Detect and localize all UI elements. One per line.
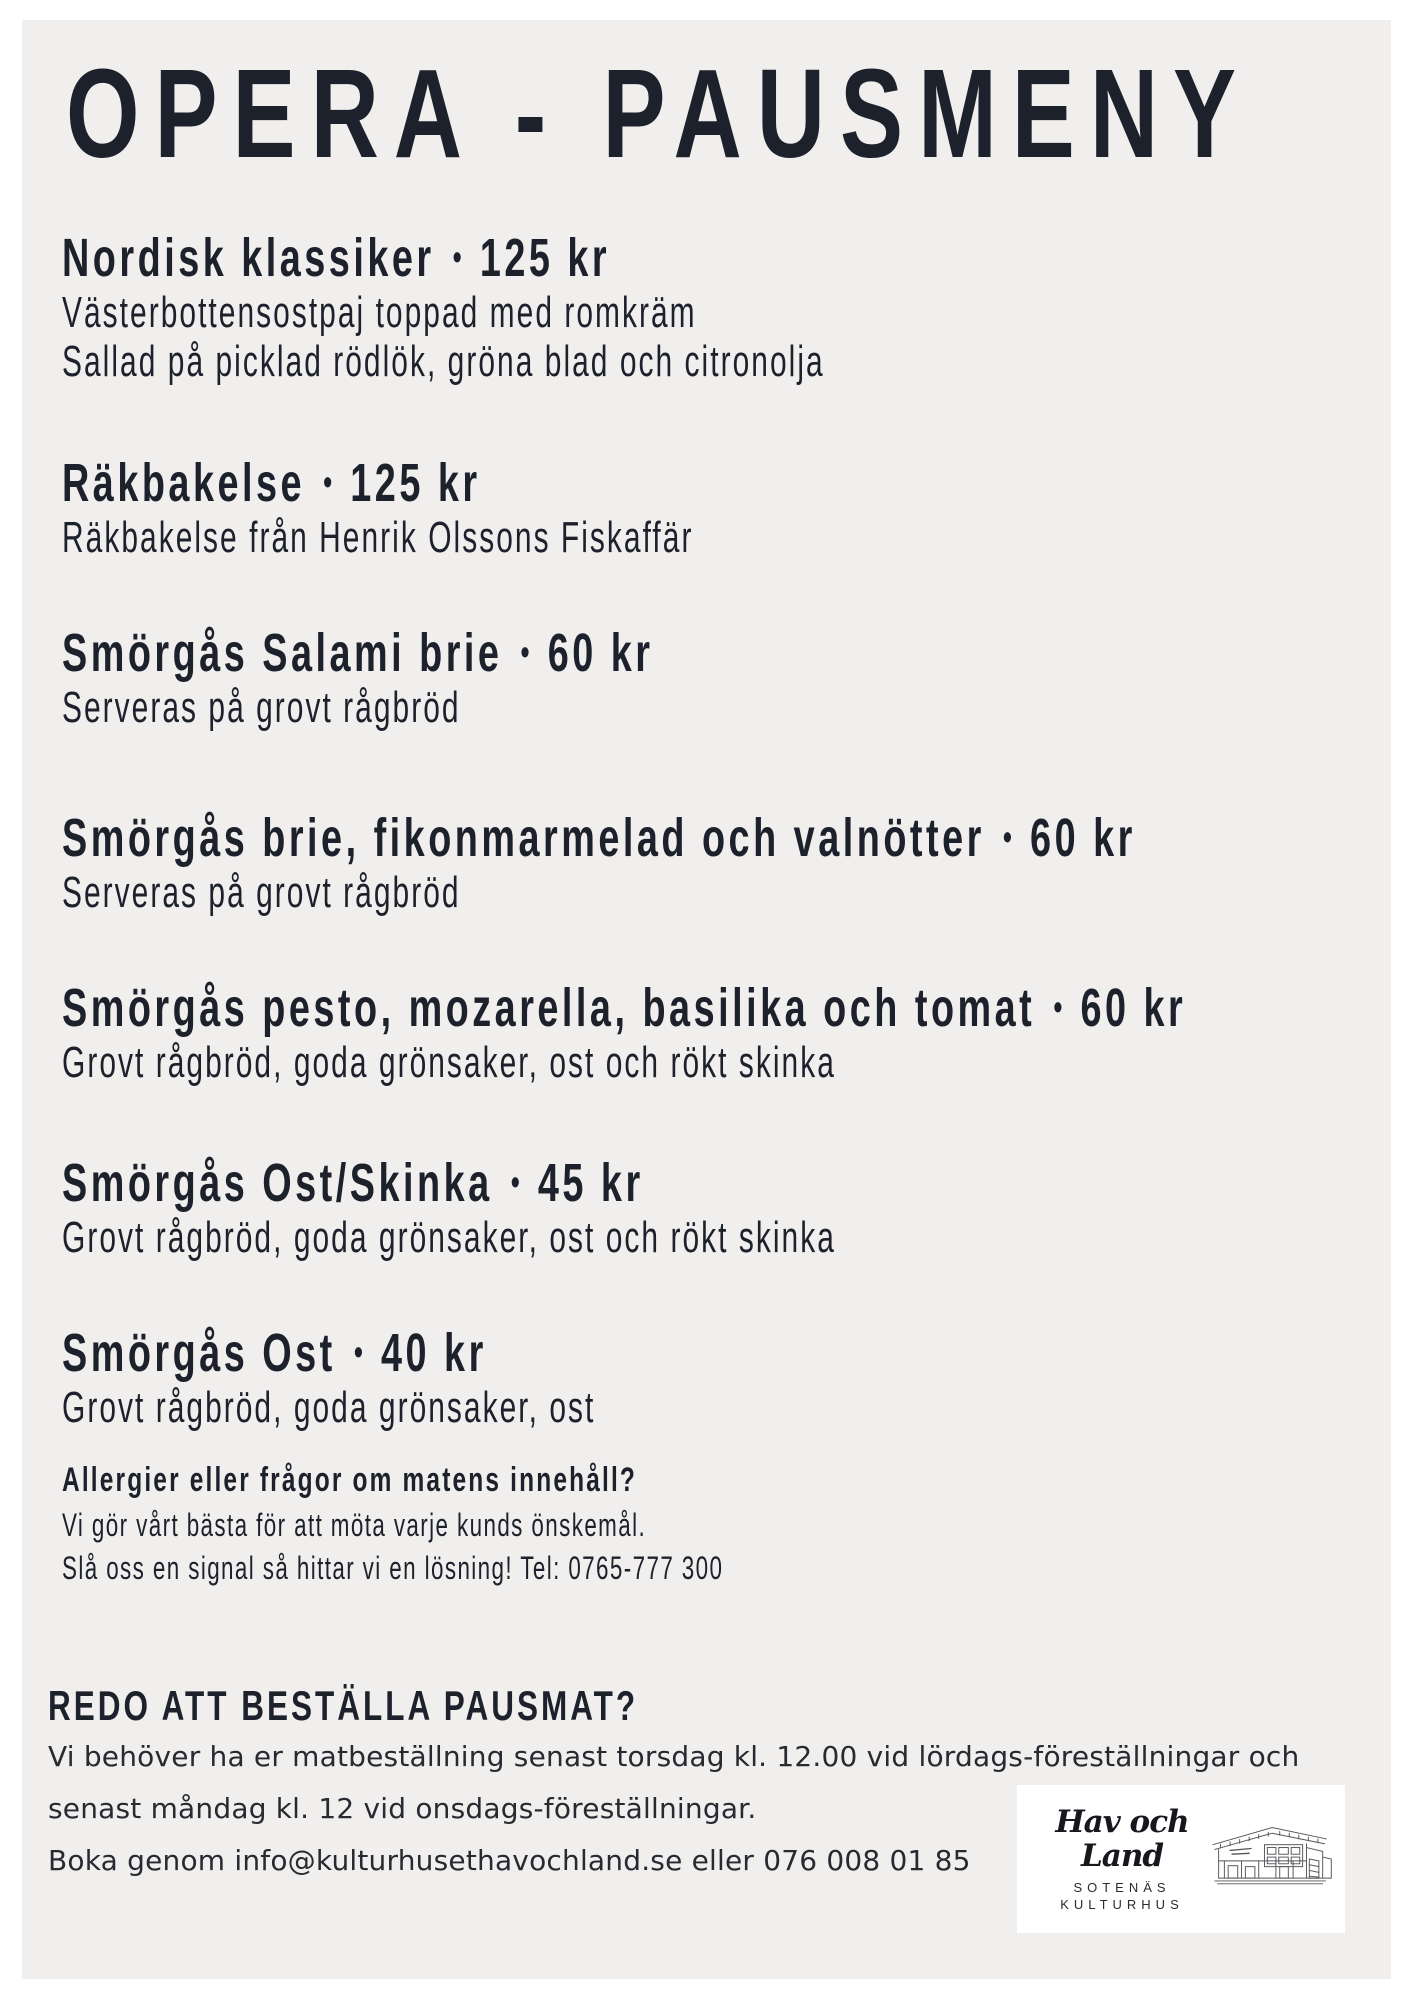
menu-item-header xyxy=(62,978,1186,1037)
menu-item-price: 60 kr xyxy=(547,623,654,683)
menu-item-name: Smörgås Salami brie xyxy=(62,623,503,683)
menu-item-header xyxy=(62,1153,859,1212)
allergy-note xyxy=(62,1460,1007,1590)
logo-text-block xyxy=(1033,1805,1211,1913)
bullet-separator: • xyxy=(323,461,333,502)
menu-item-name: Nordisk klassiker xyxy=(62,228,435,288)
menu-item-description: Grovt rågbröd, goda grönsaker, ost och rökt skinka xyxy=(62,1038,836,1087)
order-line: senast måndag kl. 12 vid onsdags-föreställningar. xyxy=(48,1792,757,1825)
allergy-line: Vi gör vårt bästa för att möta varje kunds önskemål. xyxy=(62,1507,647,1543)
menu-item-price: 60 kr xyxy=(1080,978,1187,1038)
menu-item-description: Grovt rågbröd, goda grönsaker, ost och rökt skinka xyxy=(62,1213,836,1262)
page-title: OPERA - PAUSMENY xyxy=(66,43,1252,184)
menu-item-header xyxy=(62,808,1136,867)
logo-venue-line1: SOTENÄS xyxy=(1073,1880,1171,1895)
menu-item xyxy=(62,228,1184,385)
menu-item-name: Smörgås Ost xyxy=(62,1323,336,1383)
logo-wordmark: Hav och Land xyxy=(1055,1804,1189,1874)
menu-item xyxy=(62,808,1414,916)
menu-item-name: Smörgås Ost/Skinka xyxy=(62,1153,493,1213)
menu-item xyxy=(62,453,991,561)
menu-item xyxy=(62,1323,846,1431)
logo-venue-line2: KULTURHUS xyxy=(1060,1897,1184,1912)
bullet-separator: • xyxy=(1053,986,1063,1027)
menu-item-name: Smörgås brie, fikonmarmelad och valnötter xyxy=(62,808,985,868)
menu-item xyxy=(62,623,907,731)
order-line: Vi behöver ha er matbeställning senast torsdag kl. 12.00 vid lördags-föreställningar och xyxy=(48,1740,1300,1773)
menu-item-description: Grovt rågbröd, goda grönsaker, ost xyxy=(62,1383,596,1432)
menu-item-price: 125 kr xyxy=(350,453,481,513)
menu-sheet xyxy=(22,20,1391,1979)
order-heading: REDO ATT BESTÄLLA PAUSMAT? xyxy=(48,1682,639,1729)
bullet-separator: • xyxy=(510,1161,520,1202)
menu-item-description: Räkbakelse från Henrik Olssons Fiskaffär xyxy=(62,513,694,562)
menu-item-header xyxy=(62,228,847,287)
menu-item-description: Sallad på picklad rödlök, gröna blad och citronolja xyxy=(62,337,825,386)
allergy-line: Slå oss en signal så hittar vi en lösning! Tel: 0765-777 300 xyxy=(62,1550,724,1586)
menu-item-description: Serveras på grovt rågbröd xyxy=(62,683,461,732)
kulturhus-building-icon xyxy=(1211,1817,1337,1901)
allergy-heading: Allergier eller frågor om matens innehåll? xyxy=(62,1461,638,1499)
bullet-separator: • xyxy=(520,631,530,672)
menu-item-price: 60 kr xyxy=(1030,808,1136,868)
menu-item-price: 40 kr xyxy=(381,1323,487,1383)
menu-item-header xyxy=(62,623,653,682)
logo-venue-name xyxy=(1033,1879,1211,1913)
bullet-separator: • xyxy=(353,1331,363,1372)
menu-item-header xyxy=(62,453,712,512)
bullet-separator: • xyxy=(452,236,462,277)
hav-och-land-logo xyxy=(1017,1785,1345,1933)
menu-item-description: Serveras på grovt rågbröd xyxy=(62,868,461,917)
menu-item-price: 125 kr xyxy=(479,228,611,288)
menu-item xyxy=(62,978,1414,1086)
menu-item-description: Västerbottensostpaj toppad med romkräm xyxy=(62,288,697,337)
menu-item-header xyxy=(62,1323,611,1382)
bullet-separator: • xyxy=(1003,816,1012,857)
menu-item-name: Smörgås pesto, mozarella, basilika och tomat xyxy=(62,978,1036,1038)
menu-item-price: 45 kr xyxy=(537,1153,644,1213)
order-contact: Boka genom info@kulturhusethavochland.se eller 076 008 01 85 xyxy=(48,1844,971,1877)
menu-item xyxy=(62,1153,1200,1261)
menu-item-name: Räkbakelse xyxy=(62,453,306,513)
